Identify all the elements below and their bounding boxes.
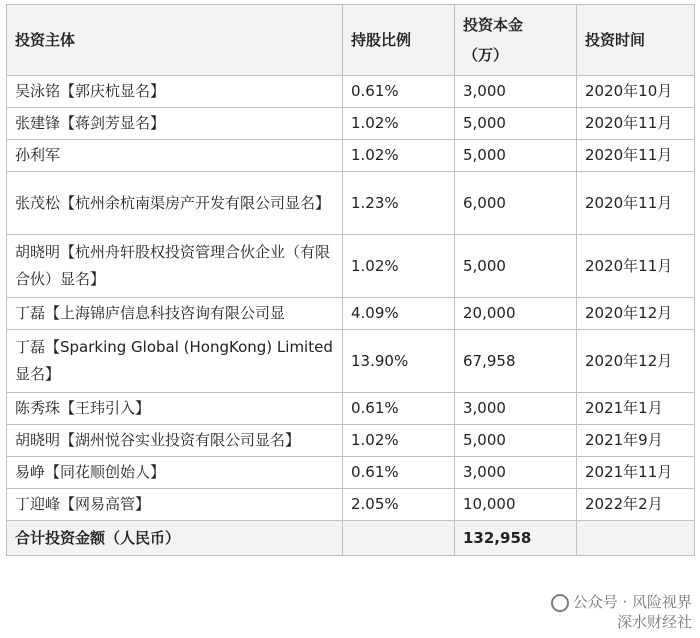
cell-share: 0.61% — [343, 393, 455, 425]
cell-date: 2021年9月 — [577, 425, 695, 457]
cell-share: 13.90% — [343, 330, 455, 393]
cell-share: 1.02% — [343, 235, 455, 298]
table-row — [7, 172, 695, 235]
watermark-line2: 深水财经社 — [616, 613, 692, 631]
cell-investor: 丁磊【Sparking Global (HongKong) Limited显名】 — [7, 330, 343, 393]
wechat-icon — [551, 594, 569, 612]
cell-investor: 张建锋【蒋剑芳显名】 — [7, 108, 343, 140]
header-capital-text: 投资本金 （万） — [463, 16, 524, 64]
cell-capital: 3,000 — [455, 393, 577, 425]
cell-date: 2022年2月 — [577, 489, 695, 521]
cell-share: 1.23% — [343, 172, 455, 235]
cell-share: 1.02% — [343, 140, 455, 172]
cell-capital: 67,958 — [455, 330, 577, 393]
total-share — [343, 521, 455, 556]
table-row — [7, 140, 695, 172]
cell-date: 2020年11月 — [577, 108, 695, 140]
cell-date: 2020年11月 — [577, 172, 695, 235]
table-row — [7, 298, 695, 330]
watermark-line1 — [551, 592, 692, 612]
cell-investor: 孙利军 — [7, 140, 343, 172]
watermark-text1: 公众号 · 风险视界 — [572, 593, 692, 611]
table-row — [7, 393, 695, 425]
cell-date: 2020年12月 — [577, 298, 695, 330]
investment-table — [6, 4, 695, 556]
cell-capital: 5,000 — [455, 425, 577, 457]
cell-share: 1.02% — [343, 425, 455, 457]
cell-investor: 胡晓明【杭州舟轩股权投资管理合伙企业（有限合伙）显名】 — [7, 235, 343, 298]
table-row — [7, 235, 695, 298]
cell-date: 2020年10月 — [577, 76, 695, 108]
cell-capital: 6,000 — [455, 172, 577, 235]
cell-investor: 张茂松【杭州余杭南渠房产开发有限公司显名】 — [7, 172, 343, 235]
header-investor: 投资主体 — [7, 5, 343, 76]
cell-date: 2020年11月 — [577, 235, 695, 298]
cell-investor: 陈秀珠【王玮引入】 — [7, 393, 343, 425]
cell-investor: 吴泳铭【郭庆杭显名】 — [7, 76, 343, 108]
table-row — [7, 76, 695, 108]
total-capital: 132,958 — [455, 521, 577, 556]
header-date: 投资时间 — [577, 5, 695, 76]
table-row — [7, 330, 695, 393]
table-row — [7, 457, 695, 489]
cell-capital: 5,000 — [455, 140, 577, 172]
cell-investor: 丁迎峰【网易高管】 — [7, 489, 343, 521]
total-row — [7, 521, 695, 556]
cell-date: 2020年12月 — [577, 330, 695, 393]
table-row — [7, 108, 695, 140]
cell-share: 0.61% — [343, 457, 455, 489]
cell-share: 4.09% — [343, 298, 455, 330]
cell-capital: 3,000 — [455, 457, 577, 489]
cell-share: 1.02% — [343, 108, 455, 140]
cell-capital: 5,000 — [455, 108, 577, 140]
header-capital — [455, 5, 577, 76]
cell-date: 2020年11月 — [577, 140, 695, 172]
cell-capital: 5,000 — [455, 235, 577, 298]
header-share: 持股比例 — [343, 5, 455, 76]
total-date — [577, 521, 695, 556]
cell-share: 0.61% — [343, 76, 455, 108]
cell-investor: 易峥【同花顺创始人】 — [7, 457, 343, 489]
total-label: 合计投资金额（人民币） — [7, 521, 343, 556]
cell-share: 2.05% — [343, 489, 455, 521]
cell-capital: 3,000 — [455, 76, 577, 108]
header-row — [7, 5, 695, 76]
cell-capital: 20,000 — [455, 298, 577, 330]
cell-investor: 胡晓明【湖州悦谷实业投资有限公司显名】 — [7, 425, 343, 457]
cell-date: 2021年1月 — [577, 393, 695, 425]
cell-capital: 10,000 — [455, 489, 577, 521]
cell-date: 2021年11月 — [577, 457, 695, 489]
cell-investor: 丁磊【上海锦庐信息科技咨询有限公司显 — [7, 298, 343, 330]
table-row — [7, 489, 695, 521]
watermark — [551, 592, 692, 632]
table-row — [7, 425, 695, 457]
